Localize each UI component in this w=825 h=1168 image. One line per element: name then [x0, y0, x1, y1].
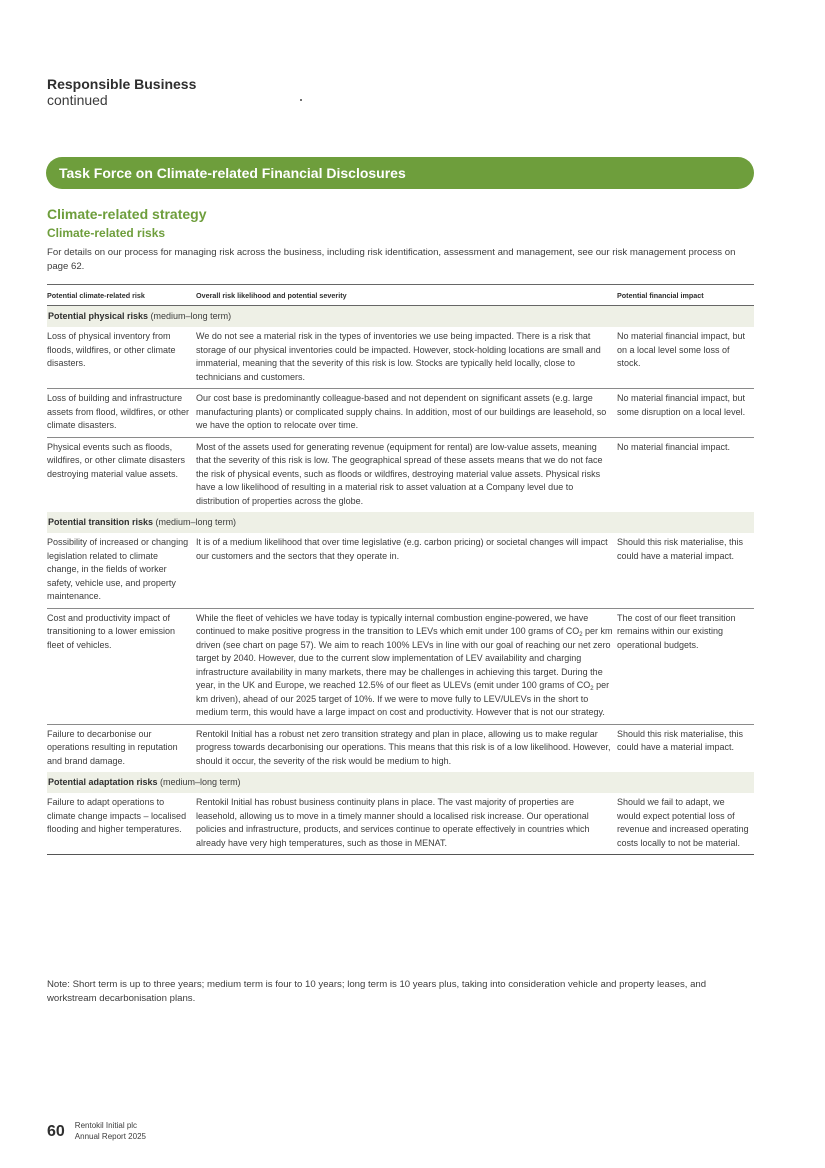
risk-cell: Loss of physical inventory from floods, wildfires, or other climate disasters. [47, 327, 196, 389]
risk-cell: Failure to decarbonise our operations resulting in reputation and brand damage. [47, 728, 178, 766]
risks-heading: Climate-related risks [47, 226, 166, 240]
stray-dot [300, 99, 302, 101]
section-title-physical: Potential physical risks [48, 311, 149, 321]
severity-cell: We do not see a material risk in the types of inventories we use being impacted. There is a risk that storage of our physical inventories could be impacted. However, stock-holding locations are small and immaterial, meaning that the severity of this risk is low. Stocks are typically held locally, close to technicians and customers. [196, 327, 617, 389]
section-subtitle: continued [47, 92, 108, 108]
page-footer [47, 1120, 146, 1142]
page-number: 60 [47, 1123, 65, 1140]
risk-cell: Cost and productivity impact of transitioning to a lower emission fleet of vehicles. [47, 608, 196, 724]
header-severity: Overall risk likelihood and potential severity [196, 285, 617, 306]
table-row [47, 724, 754, 772]
risk-cell: Failure to adapt operations to climate change impacts – localised flooding and higher temperatures. [47, 793, 196, 855]
table-note: Note: Short term is up to three years; medium term is four to 10 years; long term is 10 years plus, taking into consideration vehicle and property leases, and workstream decarbonisation plans. [47, 979, 707, 1004]
strategy-heading: Climate-related strategy [47, 206, 207, 222]
severity-cell: Most of the assets used for generating revenue (equipment for rental) are low-value assets, meaning that the severity of this risk is low. The geographical spread of these assets means that we do not face the risk of physical events, such as floods or wildfires, destroying material value assets. Physical risks have a low likelihood of resulting in a material risk to asset valuation at a Company level due to distribution of properties across the globe. [196, 441, 603, 506]
table-row [47, 793, 754, 855]
section-term: (medium–long term) [148, 311, 232, 321]
section-title-transition: Potential transition risks [48, 517, 154, 527]
impact-cell: The cost of our fleet transition remains within our existing operational budgets. [617, 608, 754, 724]
table-header-row [47, 285, 754, 306]
footer-publication [75, 1120, 146, 1142]
impact-cell: Should this risk materialise, this could have a material impact. [617, 728, 744, 752]
header-impact: Potential financial impact [617, 285, 754, 306]
severity-cell: Rentokil Initial has robust business continuity plans in place. The vast majority of properties are leasehold, allowing us to move in a timely manner should a localised risk increase. Our operational policies and infrastructure, products, and services continue to operate effectively in countries which already have very high temperatures, such as those in MENAT. [196, 793, 617, 855]
impact-cell: Should we fail to adapt, we would expect potential loss of revenue and increased operating costs locally to not be material. [617, 793, 754, 855]
risk-cell: Physical events such as floods, wildfires, or other climate disasters destroying material value assets. [47, 441, 186, 479]
section-row-transition [47, 512, 754, 533]
severity-cell [196, 608, 617, 724]
table-row [47, 608, 754, 724]
table-row [47, 437, 754, 512]
severity-cell: It is of a medium likelihood that over time legislative (e.g. carbon pricing) or societal changes will impact our customers and the sectors that they operate in. [196, 533, 617, 608]
section-term: (medium–long term) [153, 517, 237, 527]
severity-cell: Rentokil Initial has a robust net zero transition strategy and plan in place, allowing us to make regular progress towards decarbonising our operations. This means that this risk is of a low likelihood. However, should it occur, the severity of the risk would be medium to high. [196, 728, 611, 766]
impact-cell: No material financial impact, but on a local level some loss of stock. [617, 327, 754, 389]
risk-cell: Possibility of increased or changing legislation related to climate change, in the fields of worker safety, vehicle use, and property maintenance. [47, 533, 196, 608]
report-name: Annual Report 2025 [74, 1132, 146, 1141]
co2-subscript: 2 [590, 686, 594, 692]
section-title: Responsible Business [47, 76, 197, 92]
table-row [47, 533, 754, 608]
header-risk: Potential climate-related risk [47, 285, 196, 306]
page-header [47, 76, 196, 108]
severity-cell: Our cost base is predominantly colleague-based and not dependent on significant assets (e.g. large manufacturing plants) or complicated supply chains. In addition, most of our buildings are leasehold, so we have the option to relocate over time. [196, 389, 617, 438]
severity-text-part: While the fleet of vehicles we have today is typically internal combustion engine-powered, we have continued to make positive progress in the transition to LEVs which emit under 100 grams of CO [196, 612, 589, 636]
section-term: (medium–long term) [157, 777, 241, 787]
severity-text-part: per km driven (see chart on page 57). We aim to reach 100% LEVs in line with our goal of reaching our net zero target by 2040. However, due to the current slow implementation of LEV availability and charging infrastructure availability in many markets, there may be challenges in achieving this target. During the year, in the UK and Europe, we reached 12.5% of our fleet as ULEVs (emit under 100 grams of CO [196, 626, 613, 690]
impact-cell: Should this risk materialise, this could have a material impact. [617, 533, 754, 608]
table-row [47, 327, 754, 389]
impact-cell: No material financial impact. [617, 441, 731, 452]
table-row [47, 389, 754, 438]
impact-cell: No material financial impact, but some disruption on a local level. [617, 389, 754, 438]
intro-paragraph: For details on our process for managing risk across the business, including risk identification, assessment and management, see our risk management process on page 62. [47, 247, 736, 272]
risk-cell: Loss of building and infrastructure assets from flood, wildfires, or other climate disasters. [47, 389, 196, 438]
severity-text-part: per km driven), ahead of our 2025 target of 10%. If we were to move fully to LEV/ULEVs in the short to medium term, this would have a large impact on cost and productivity. However that is not our strategy. [196, 680, 610, 717]
tcfd-banner: Task Force on Climate-related Financial Disclosures [46, 157, 754, 189]
co2-subscript: 2 [579, 632, 583, 638]
company-name: Rentokil Initial plc [74, 1121, 138, 1130]
climate-risks-table [47, 284, 754, 855]
section-row-physical [47, 306, 754, 328]
section-row-adaptation [47, 772, 754, 793]
section-title-adaptation: Potential adaptation risks [48, 777, 158, 787]
